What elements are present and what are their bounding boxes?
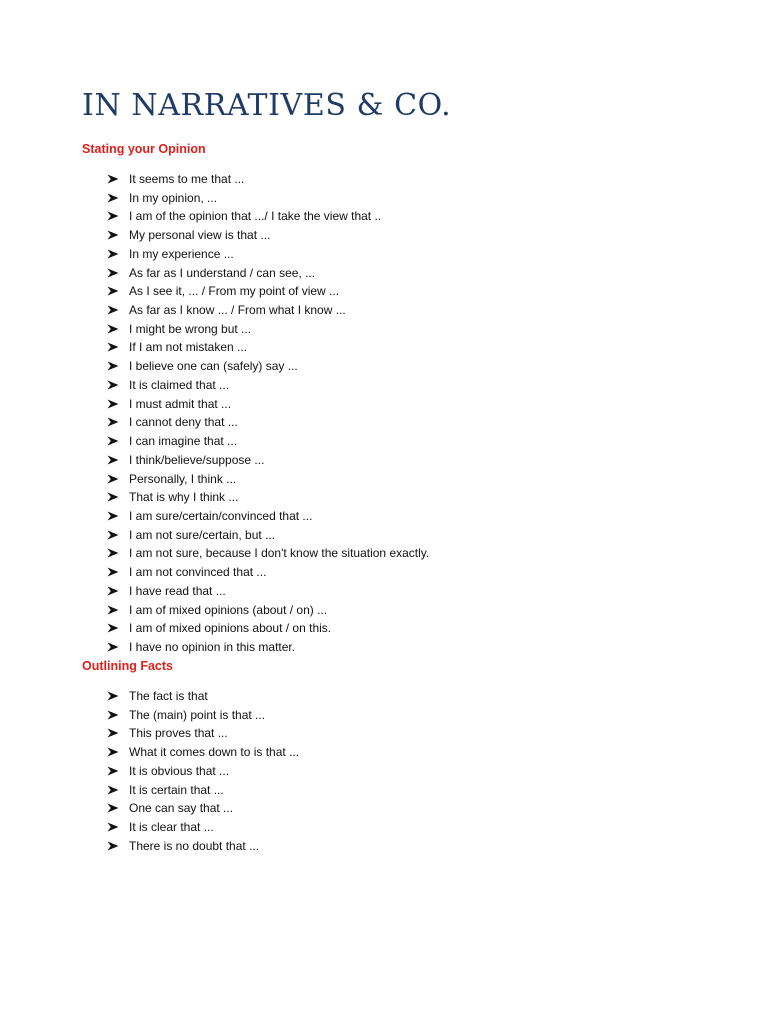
arrowhead-bullet-icon [107,282,121,301]
list-item-text: I am of mixed opinions (about / on) ... [129,602,328,617]
arrowhead-bullet-icon [107,376,121,395]
section-heading-outlining-facts: Outlining Facts [82,659,173,673]
arrowhead-bullet-icon [107,320,121,339]
arrowhead-bullet-icon [107,395,121,414]
arrowhead-bullet-icon [107,451,121,470]
arrowhead-bullet-icon [107,413,121,432]
list-item-text: What it comes down to is that ... [129,745,300,760]
arrowhead-bullet-icon [107,264,121,283]
list-item-text: Personally, I think ... [129,471,237,486]
arrowhead-bullet-icon [107,837,121,856]
arrowhead-bullet-icon [107,743,121,762]
list-item-text: I cannot deny that ... [129,415,238,430]
arrowhead-bullet-icon [107,619,121,638]
list-item-text: I am sure/certain/convinced that ... [129,508,313,523]
list-item-text: The fact is that [129,689,208,703]
arrowhead-bullet-icon [107,526,121,545]
arrowhead-bullet-icon [107,470,121,489]
list-item-text: It is obvious that ... [129,763,230,778]
list-item-text: I think/believe/suppose ... [129,452,265,467]
list-item-text: It is clear that ... [129,820,214,835]
arrowhead-bullet-icon [107,245,121,264]
list-item-text: As far as I know ... / From what I know ... [129,303,346,318]
document-title: IN NARRATIVES & CO. [82,88,452,123]
arrowhead-bullet-icon [107,687,121,706]
arrowhead-bullet-icon [107,357,121,376]
list-item-text: I can imagine that ... [129,434,238,449]
list-item-text: If I am not mistaken ... [129,340,248,355]
list-item-text: I must admit that ... [129,396,232,411]
list-item-text: It is claimed that ... [129,377,230,392]
list-item-text: I am not convinced that ... [129,565,267,580]
list-item-text: In my experience ... [129,246,234,261]
list-item-text: I believe one can (safely) say ... [129,359,298,374]
list-item-text: I have no opinion in this matter. [129,639,296,654]
list-item-text: As far as I understand / can see, ... [129,265,316,280]
list-item-text: I am not sure, because I don't know the situation exactly. [129,546,430,561]
list-item-text: This proves that ... [129,726,228,741]
arrowhead-bullet-icon [107,507,121,526]
arrowhead-bullet-icon [107,189,121,208]
list-item-text: I have read that ... [129,583,226,598]
list-item-text: As I see it, ... / From my point of view ... [129,284,340,299]
section-heading-stating-opinion: Stating your Opinion [82,142,206,156]
arrowhead-bullet-icon [107,301,121,320]
arrowhead-bullet-icon [107,582,121,601]
list-item-text: I am of the opinion that .../ I take the view that .. [129,209,382,224]
arrowhead-bullet-icon [107,170,121,189]
arrowhead-bullet-icon [107,338,121,357]
arrowhead-bullet-icon [107,207,121,226]
list-item-text: It seems to me that ... [129,172,245,186]
list-item-text: My personal view is that ... [129,228,271,243]
arrowhead-bullet-icon [107,706,121,725]
list-item-text: One can say that ... [129,801,234,816]
arrowhead-bullet-icon [107,488,121,507]
arrowhead-bullet-icon [107,544,121,563]
list-item-text: In my opinion, ... [129,190,218,205]
arrowhead-bullet-icon [107,762,121,781]
arrowhead-bullet-icon [107,818,121,837]
arrowhead-bullet-icon [107,563,121,582]
arrowhead-bullet-icon [107,799,121,818]
list-item-text: I am of mixed opinions about / on this. [129,621,332,636]
list-item-text: I am not sure/certain, but ... [129,527,276,542]
arrowhead-bullet-icon [107,432,121,451]
arrowhead-bullet-icon [107,724,121,743]
arrowhead-bullet-icon [107,781,121,800]
arrowhead-bullet-icon [107,638,121,657]
list-item-text: That is why I think ... [129,490,239,505]
list-item-text: The (main) point is that ... [129,707,266,722]
list-item-text: I might be wrong but ... [129,321,252,336]
list-item-text: It is certain that ... [129,782,224,797]
arrowhead-bullet-icon [107,601,121,620]
list-item-text: There is no doubt that ... [129,838,260,853]
arrowhead-bullet-icon [107,226,121,245]
